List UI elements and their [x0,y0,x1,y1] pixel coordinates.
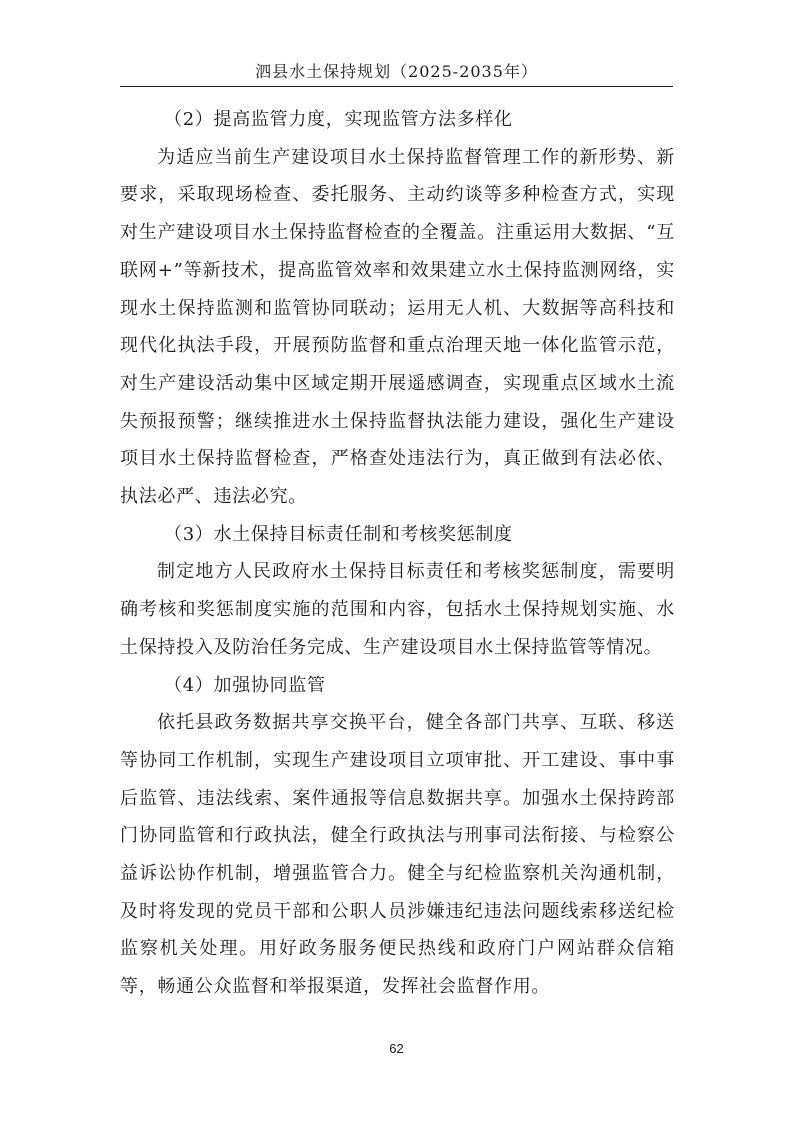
section-paragraph-3: 制定地方人民政府水土保持目标责任和考核奖惩制度，需要明确考核和奖惩制度实施的范围和内容，包括水土保持规划实施、水土保持投入及防治任务完成、生产建设项目水土保持监管等情况。 [120,561,675,658]
section-heading-2: （2）提高监管力度，实现监管方法多样化 [164,109,513,130]
document-body [120,101,675,1006]
running-header-title: 泗县水土保持规划（2025-2035年） [255,62,538,81]
section-heading-3: （3）水土保持目标责任制和考核奖惩制度 [164,523,513,545]
section-paragraph-2: 为适应当前生产建设项目水土保持监督管理工作的新形势、新要求，采取现场检查、委托服务、主动约谈等多种检查方式，实现对生产建设项目水土保持监督检查的全覆盖。注重运用大数据、“互联网+”等新技术，提高监管效率和效果建立水土保持监测网络，实现水土保持监测和监管协同联动；运用无人机、大数据等高科技和现代化执法手段，开展预防监督和重点治理天地一体化监管示范，对生产建设活动集中区域定期开展遥感调查，实现重点区域水土流失预报预警；继续推进水土保持监督执法能力建设，强化生产建设项目水土保持监督检查，严格查处违法行为，真正做到有法必依、执法必严、违法必究。 [120,146,675,508]
header-divider [120,86,673,87]
page-number: 62 [389,1041,404,1056]
section-heading-4: （4）加强协同监管 [164,674,326,696]
section-paragraph-4: 依托县政务数据共享交换平台，健全各部门共享、互联、移送等协同工作机制，实现生产建设项目立项审批、开工建设、事中事后监管、违法线索、案件通报等信息数据共享。加强水土保持跨部门协同监管和行政执法，健全行政执法与刑事司法衔接、与检察公益诉讼协作机制，增强监管合力。健全与纪检监察机关沟通机制，及时将发现的党员干部和公职人员涉嫌违纪违法问题线索移送纪检监察机关处理。用好政务服务便民热线和政府门户网站群众信箱等，畅通公众监督和举报渠道，发挥社会监督作用。 [120,712,675,998]
